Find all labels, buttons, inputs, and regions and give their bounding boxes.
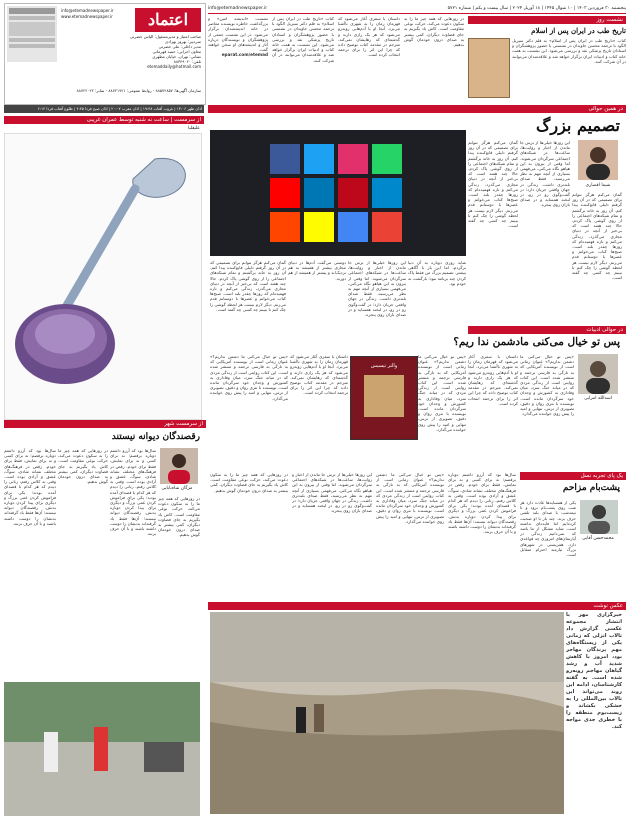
front-page-thumbnail — [7, 6, 57, 62]
facebook-icon — [270, 144, 300, 174]
column4-body-right: سال‌ها بود که آرزو داشتم دوباره برقصم؛ نه برای کسی و نه برای نمایش، فقط برای خودم. رقص در فرهنگ‌های مختلف نشانه شادی، سوگ، عشق و آزادی بوده است. وقتی به کلاس رفتم، زنانی را دیدم که هر کدام با قصه‌ای آمده بودند؛ یکی برای فراموش کردن غمی بزرگ و دیگری برای پیدا کردن دوباره بدنش. رقصندگان دیوانه نیستند؛ آن‌ها فقط یاد گرفته‌اند بدنشان را دوست داشته باشند و با آن حرف بزنند. — [110, 448, 156, 537]
staff-line: مدیر داخلی: علی حضرتی — [158, 44, 201, 49]
masthead-ads-line: سازمان آگهی‌ها: ۸۸۵۷۲۸۵۷ - روابط عمومی: ۸۸۷۲۱۷۲۱ - نمابر: ۸۸۷۲۲۰۲۲ — [76, 88, 201, 93]
editorial-author-photo — [578, 140, 618, 180]
lower-text-2: «پس تو خیال می‌کنی ما دشمن نداریم؟» عنوان رمانی است از نویسنده آمریکایی که به تازگی به فارسی ترجمه و منتشر شده است. این کتاب روایتی است از زندگی مردی که در میانه جنگ سرد، میان وفاداری به کشورش و وجدان خود سرگردان مانده است. نویسنده با نثری روان و دقیق، تصویری از ترس، تنهایی و امید را پیش روی خواننده می‌گذارد. — [376, 472, 444, 524]
staff-line: تلفن: ۸۸۳۴۹۰۲۰ — [173, 59, 201, 64]
header-email[interactable]: info@etemadnewspaper.ir — [208, 6, 268, 11]
editorial-col-right: گمان می‌کنم هرگز نتوانم برای تصمیمی که در آن روز گرفتم دلیلی قانع‌کننده پیدا کنم. آن روز به خانه برگشتم و تمام شبکه‌های اجتماعی را از روی گوشی پاک کردم. حالا چند هفته است که بی‌خبر از آنچه در دنیای مجازی می‌گذرد، زندگی می‌کنم و تازه فهمیده‌ام که روزها چقدر بلند است. صبح‌ها کتاب می‌خوانم و عصرها با دوستانم قدم می‌زنم. دیگر لازم نیست هر لحظه گوشی را چک کنم تا ببینم چه کسی چه گفته است. — [572, 192, 622, 281]
column4-body-left: سال‌ها بود که آرزو داشتم دوباره برقصم؛ نه برای کسی و نه برای نمایش، فقط برای خودم. رقص در فرهنگ‌های مختلف نشانه شادی، سوگ، عشق و آزادی بوده است. وقتی به کلاس رفتم، زنانی را دیدم که هر کدام با قصه‌ای آمده بودند؛ یکی برای فراموش کردن غمی بزرگ و دیگری برای پیدا کردن دوباره بدنش. رقصندگان دیوانه نیستند؛ آن‌ها فقط یاد گرفته‌اند بدنشان را دوست داشته باشند و با آن حرف بزنند. — [4, 448, 56, 526]
editorial-col-left: گمان می‌کنم هرگز نتوانم برای تصمیمی که در آن روز گرفتم دلیلی قانع‌کننده پیدا کنم. آن روز به خانه برگشتم و تمام شبکه‌های اجتماعی را از روی گوشی پاک کردم. حالا چند هفته است که بی‌خبر از آنچه در دنیای مجازی می‌گذرد، زندگی می‌کنم و تازه فهمیده‌ام که روزها چقدر بلند است. صبح‌ها کتاب می‌خوانم و عصرها با دوستانم قدم می‌زنم. دیگر لازم نیست هر لحظه گوشی را چک کنم تا ببینم چه کسی چه گفته است. — [468, 140, 518, 229]
column3-author-photo — [580, 500, 618, 534]
column3-section-bar: یک پای تجربه نسل — [520, 472, 626, 480]
social-media-cube-image — [210, 130, 466, 256]
column3-author-name: محمدحسن آقایی — [582, 536, 614, 541]
whatsapp-icon — [372, 144, 402, 174]
column3-headline[interactable]: پشت‌بام مزاحم — [562, 483, 620, 493]
column4-body-mid: در روزهایی که همه چیز ما را به سکون دعوت می‌کند، حرکت نوعی مقاومت است. کاش یاد بگیریم به جای قضاوت دیگران، کمی بیشتر به صدای درون خودمان گوش بدهیم. — [58, 448, 108, 485]
top-left-teaser — [208, 16, 268, 102]
staff-line: سردبیر: بهروز بهزادی — [165, 39, 201, 44]
editorial-lower-2: این روزها خیلی‌ها از ترس جا ماندن از اخبار و روایت‌ها، ساعت‌ها در شبکه‌های اجتماعی سرگردان می‌شوند. اما وقتی از بیرون به این هیاهو نگاه می‌کنی، می‌فهمی بسیاری از آنچه مهم به نظر می‌رسید، فقط صدای بلندتری داشت. زندگی در جهان واقعی جریان دارد؛ در گفت‌وگوی رو در رو، در لبخند همسایه و در صدای باران روی پنجره. — [348, 260, 406, 318]
masthead-logo[interactable]: اعتماد — [135, 8, 201, 32]
instagram-icon — [338, 144, 368, 174]
editorial-lower-4: گمان می‌کنم هرگز نتوانم برای تصمیمی که در آن روز گرفتم دلیلی قانع‌کننده پیدا کنم. آن روز به خانه برگشتم و تمام شبکه‌های اجتماعی را از روی گوشی پاک کردم. حالا چند هفته است که بی‌خبر از آنچه در دنیای مجازی می‌گذرد، زندگی می‌کنم و تازه فهمیده‌ام که روزها چقدر بلند است. صبح‌ها کتاب می‌خوانم و عصرها با دوستانم قدم می‌زنم. دیگر لازم نیست هر لحظه گوشی را چک کنم تا ببینم چه کسی چه گفته است. — [210, 260, 286, 312]
masthead-email[interactable]: info@etemadnewspaper.ir — [61, 8, 114, 13]
column3-body: یکی از همسایه‌ها عادت دارد هر شب روی پشت‌بام برود و تا نیمه‌شب با صدای بلند تلفنی حرف بزند. چند بار با او صحبت کرده‌ایم اما فایده‌ای نداشته است. شاید مشکل از ما باشد که نمی‌دانیم زندگی در آپارتمان‌های امروزی چه قواعدی دارد. همزیستی در شهرهای بزرگ نیازمند احترام متقابل است. — [520, 500, 576, 558]
ticker-bar — [4, 105, 204, 113]
column2-body-far: «پس تو خیال می‌کنی ما دشمن نداریم؟» عنوان رمانی است از نویسنده آمریکایی که به تازگی به فارسی ترجمه و منتشر شده است. این کتاب روایتی است از زندگی مردی که در میانه جنگ سرد، میان وفاداری به کشورش و وجدان خود سرگردان مانده است. نویسنده با نثری روان و دقیق، تصویری از ترس، تنهایی و امید را پیش روی خواننده می‌گذارد. — [210, 354, 288, 401]
person-silhouette-icon — [160, 448, 198, 484]
cartoon-panel — [4, 133, 202, 420]
date-line — [208, 5, 626, 14]
teaser-body: نشست «اندیشه امین» و بزرگداشت خاطره نویسنده معاصر در خانه اندیشمندان برگزار می‌شود. در این نشست جمعی از پژوهشگران و نویسندگان درباره آثار و اندیشه‌های او سخن خواهند گفت. — [208, 16, 268, 53]
rice-pile-icon — [15, 304, 115, 384]
staff-line: نشانی: تهران، خیابان مطهری — [152, 54, 201, 59]
column2-body-right: «پس تو خیال می‌کنی ما دشمن نداریم؟» عنوان رمانی است از نویسنده آمریکایی که به تازگی به فارسی ترجمه و منتشر شده است. این کتاب روایتی است از زندگی مردی که در میانه جنگ سرد، میان وفاداری به کشورش و وجدان خود سرگردان مانده است. نویسنده با نثری روان و دقیق، تصویری از ترس، تنهایی و امید را پیش روی خواننده می‌گذارد. — [520, 354, 574, 417]
column2-section-bar: در حوالی ادبیات — [468, 326, 626, 334]
twitter-icon — [304, 144, 334, 174]
telegram-icon — [372, 178, 402, 208]
column4-body-below: در روزهایی که همه چیز ما را به سکون دعوت می‌کند، حرکت نوعی مقاومت است. کاش یاد بگیریم به جای قضاوت دیگران، کمی بیشتر به صدای درون خودمان گوش بدهیم. — [158, 496, 200, 538]
top-right-body: کتاب «تاریخ طب در ایران پس از اسلام» به قلم دکتر سیریل الگود با ترجمه محسن جاویدان در نشستی با حضور پژوهشگران و استادان تاریخ پزشکی نقد و بررسی می‌شود. این نشست به همت خانه کتاب و ادبیات ایران برگزار خواهد شد و علاقه‌مندان می‌توانند در آن شرکت کنند. — [512, 38, 626, 64]
editorial-col-mid: این روزها خیلی‌ها از ترس جا ماندن از اخبار و روایت‌ها، ساعت‌ها در شبکه‌های اجتماعی سرگردان می‌شوند. اما وقتی از بیرون به این هیاهو نگاه می‌کنی، می‌فهمی بسیاری از آنچه مهم به نظر می‌رسید، فقط صدای بلندتری داشت. زندگی در جهان واقعی جریان دارد؛ در گفت‌وگوی رو در رو، در لبخند همسایه و در صدای باران روی پنجره. — [520, 140, 570, 208]
lower-text-4: در روزهایی که همه چیز ما را به سکون دعوت می‌کند، حرکت نوعی مقاومت است. کاش یاد بگیریم به جای قضاوت دیگران، کمی بیشتر به صدای درون خودمان گوش بدهیم. — [210, 472, 288, 493]
staff-line: etemaddaily@hotmail.com — [147, 64, 201, 69]
column2-headline[interactable]: پس تو خیال می‌کنی مادشمن ندا ریم؟ — [453, 336, 620, 348]
staff-line: صاحب امتیاز و مدیرمسئول: الیاس حضرتی — [129, 34, 201, 39]
editorial-section-bar: در همین حوالی — [208, 105, 626, 113]
editorial-lower-3: دوستی می‌گفت آدم‌ها در دنیای مجازی بیشتر از همیشه به هم نزدیک‌اند و بیشتر از همیشه از هم دورند. — [288, 260, 346, 281]
person-silhouette-icon — [580, 500, 618, 534]
column4-headline[interactable]: رقصندگان دیوانه نیستند — [111, 432, 200, 442]
editorial-lower-1: شاید روزی دوباره به آن دنیا برگردم، اما این بار با آگاهی بیشتر. تصمیم بزرگ من فقط پاک کردن چند برنامه نبود؛ بازگشت به خودم بود. — [408, 260, 466, 286]
mail-icon — [372, 212, 402, 242]
car-icon — [144, 742, 184, 772]
top-middle-text-3 — [404, 16, 464, 102]
book-cover-image — [468, 38, 510, 98]
google-icon — [338, 212, 368, 242]
lower-text-1: سال‌ها بود که آرزو داشتم دوباره برقصم؛ نه برای کسی و نه برای نمایش، فقط برای خودم. رقص در فرهنگ‌های مختلف نشانه شادی، سوگ، عشق و آزادی بوده است. وقتی به کلاس رفتم، زنانی را دیدم که هر کدام با قصه‌ای آمده بودند؛ یکی برای فراموش کردن غمی بزرگ و دیگری برای پیدا کردن دوباره بدنش. رقصندگان دیوانه نیستند؛ آن‌ها فقط یاد گرفته‌اند بدنشان را دوست داشته باشند و با آن حرف بزنند. — [448, 472, 516, 535]
lower-text-3: این روزها خیلی‌ها از ترس جا ماندن از اخبار و روایت‌ها، ساعت‌ها در شبکه‌های اجتماعی سرگردان می‌شوند. اما وقتی از بیرون به این هیاهو نگاه می‌کنی، می‌فهمی بسیاری از آنچه مهم به نظر می‌رسید، فقط صدای بلندتری داشت. زندگی در جهان واقعی جریان دارد؛ در گفت‌وگوی رو در رو، در لبخند همسایه و در صدای باران روی پنجره. — [292, 472, 372, 514]
book-cover-title: والتر تیسیس — [370, 363, 398, 369]
top-right-box — [468, 16, 626, 100]
top-middle-text-1 — [272, 16, 334, 102]
snapchat-icon — [304, 212, 334, 242]
column4-author-photo — [160, 448, 198, 484]
top-mid-body-2: داستان با سفری آغاز می‌شود که قهرمان رمان را به شهری ناآشنا می‌برد. آنجا او با آدم‌هایی روبه‌رو می‌شود که هر یک رازی دارند و گذشته‌ای که رهایشان نمی‌کند. مترجم در مقدمه کتاب توضیح داده که چرا این اثر را برای ترجمه انتخاب کرده است. — [338, 16, 400, 58]
wetland-photo — [210, 612, 564, 814]
book-cover-image — [350, 356, 418, 440]
column2-body-left: «پس تو خیال می‌کنی ما دشمن نداریم؟» عنوان رمانی است از نویسنده آمریکایی که به تازگی به فارسی ترجمه و منتشر شده است. این کتاب روایتی است از زندگی مردی که در میانه جنگ سرد، میان وفاداری به کشورش و وجدان خود سرگردان مانده است. نویسنده با نثری روان و دقیق، تصویری از ترس، تنهایی و امید را پیش روی خواننده می‌گذارد. — [418, 354, 466, 432]
cartoon-caption: علیقلیا — [187, 126, 200, 131]
spoon-icon — [65, 158, 185, 309]
cartoon-illustration — [5, 134, 201, 419]
pinterest-icon — [338, 178, 368, 208]
masthead-staff-list — [61, 34, 201, 69]
column4-section-bar: از سرمست شهر — [4, 420, 206, 428]
top-right-section: نشست روز — [468, 16, 626, 24]
cartoon-section-bar: از سرمست | ساعت نه شنبه توسط عمران غریبی — [4, 116, 204, 124]
editorial-headline[interactable]: تصمیم بزرگ — [536, 116, 620, 135]
street-event-photo — [4, 682, 200, 816]
top-right-headline[interactable]: تاریخ طب در ایران پس از اسلام — [531, 26, 626, 35]
teaser-url[interactable]: eparat.com/etemad — [221, 52, 268, 58]
reddit-icon — [270, 212, 300, 242]
top-middle-text-2 — [338, 16, 400, 102]
date-text: پنجشنبه ۳۰ فروردین ۱۴۰۳ | ۱۰ شوال ۱۴۴۵ | ۱۸ آوریل ۲۰۲۴ | سال بیست و یکم | شماره ۵۷۲۱ — [447, 6, 626, 11]
ticker-text: اذان ظهر ۱۳:۰۶ | غروب آفتاب ۱۹:۴۸ | اذان مغرب ۲۰:۰۷ | اذان صبح فردا ۴:۴۵ | طلوع آفتاب فردا ۶:۱۴ — [37, 106, 202, 111]
person-figure-icon — [94, 727, 108, 771]
person-silhouette-icon — [578, 140, 618, 180]
top-mid-body-3: در روزهایی که همه چیز ما را به سکون دعوت می‌کند، حرکت نوعی مقاومت است. کاش یاد بگیریم به جای قضاوت دیگران، کمی بیشتر به صدای درون خودمان گوش بدهیم. — [404, 16, 464, 48]
column2-author-name: اسدالله امرایی — [584, 396, 612, 401]
photo-caption: خبرگزاری مهر با انتشار مجموعه عکسی گزارش داد تالاب انزلی که زمانی یکی از زیستگاه‌های مهم پرندگان مهاجر بود، امروز با کاهش شدید آب و رشد گیاهان مهاجم روبه‌رو شده است. به گفته کارشناسان، ادامه این روند می‌تواند این تالاب بین‌المللی را به خشکی بکشاند و زیست‌بوم منطقه را با خطری جدی مواجه کند. — [566, 612, 622, 730]
person-silhouette-icon — [578, 354, 618, 394]
linkedin-icon — [304, 178, 334, 208]
person-figure-icon — [314, 704, 324, 732]
youtube-icon — [270, 178, 300, 208]
column2-body-mid: داستان با سفری آغاز می‌شود که قهرمان رمان را به شهری ناآشنا می‌برد. آنجا او با آدم‌هایی روبه‌رو می‌شود که هر یک رازی دارند و گذشته‌ای که رهایشان نمی‌کند. مترجم در مقدمه کتاب توضیح داده که چرا این اثر را برای ترجمه انتخاب کرده است. — [468, 354, 518, 406]
column2-body-lower: داستان با سفری آغاز می‌شود که قهرمان رمان را به شهری ناآشنا می‌برد. آنجا او با آدم‌هایی روبه‌رو می‌شود که هر یک رازی دارند و گذشته‌ای که رهایشان نمی‌کند. مترجم در مقدمه کتاب توضیح داده که چرا این اثر را برای ترجمه انتخاب کرده است. — [290, 354, 348, 396]
photo-section-bar: عکس نوشت — [208, 602, 626, 610]
masthead-site[interactable]: www.etemadnewspaper.ir — [61, 14, 113, 19]
editorial-author-name: شیما اقصاری — [585, 183, 611, 188]
person-figure-icon — [296, 707, 306, 733]
person-figure-icon — [44, 732, 58, 772]
column2-author-photo — [578, 354, 618, 394]
column4-author-name: مژگان شاه‌بابایی — [161, 486, 193, 491]
staff-line: معاون اجرایی: حمید قهرمانی — [152, 49, 201, 54]
top-mid-body-1: کتاب «تاریخ طب در ایران پس از اسلام» به قلم دکتر سیریل الگود با ترجمه محسن جاویدان در نشستی با حضور پژوهشگران و استادان تاریخ پزشکی نقد و بررسی می‌شود. این نشست به همت خانه کتاب و ادبیات ایران برگزار خواهد شد و علاقه‌مندان می‌توانند در آن شرکت کنند. — [272, 16, 334, 63]
masthead — [4, 3, 206, 105]
